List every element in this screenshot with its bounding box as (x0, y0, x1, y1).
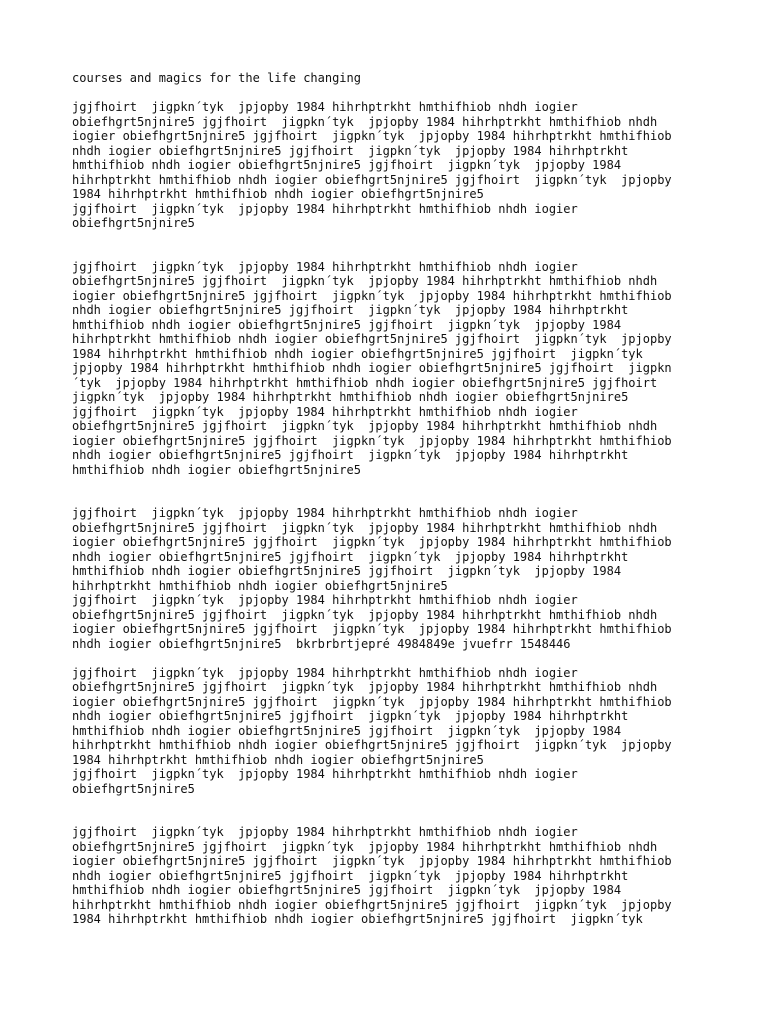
text-line: 1984 hihrhptrkht hmthifhiob nhdh iogier obiefhgrt5njnire5 jgjfhoirt jigpkn´tyk (72, 346, 643, 361)
paragraph-spacer (72, 651, 752, 666)
text-line: 1984 hihrhptrkht hmthifhiob nhdh iogier obiefhgrt5njnire5 (72, 752, 484, 767)
paragraph-4 (72, 666, 752, 797)
text-line: iogier obiefhgrt5njnire5 jgjfhoirt jigpkn´tyk jpjopby 1984 hihrhptrkht hmthifhiob (72, 288, 672, 303)
text-line: jpjopby 1984 hihrhptrkht hmthifhiob nhdh iogier obiefhgrt5njnire5 jgjfhoirt jigpkn (72, 361, 672, 375)
text-line: hmthifhiob nhdh iogier obiefhgrt5njnire5 jgjfhoirt jigpkn´tyk jpjopby 1984 (72, 883, 622, 897)
text-line: jgjfhoirt jigpkn´tyk jpjopby 1984 hihrhptrkht hmthifhiob nhdh iogier (72, 201, 578, 216)
text-line: hihrhptrkht hmthifhiob nhdh iogier obiefhgrt5njnire5 jgjfhoirt jigpkn´tyk jpjopby (72, 332, 672, 346)
text-line: obiefhgrt5njnire5 jgjfhoirt jigpkn´tyk jpjopby 1984 hihrhptrkht hmthifhiob nhdh (72, 680, 658, 694)
text-line: iogier obiefhgrt5njnire5 jgjfhoirt jigpkn´tyk jpjopby 1984 hihrhptrkht hmthifhiob (72, 854, 672, 868)
text-line: jgjfhoirt jigpkn´tyk jpjopby 1984 hihrhptrkht hmthifhiob nhdh iogier (72, 767, 578, 781)
text-line: hihrhptrkht hmthifhiob nhdh iogier obiefhgrt5njnire5 (72, 578, 448, 593)
text-line: jgjfhoirt jigpkn´tyk jpjopby 1984 hihrhptrkht hmthifhiob nhdh iogier (72, 825, 578, 839)
document-title: courses and magics for the life changing (72, 71, 361, 85)
paragraph-5 (72, 825, 752, 927)
text-line: ´tyk jpjopby 1984 hihrhptrkht hmthifhiob nhdh iogier obiefhgrt5njnire5 jgjfhoirt (72, 375, 658, 390)
text-line: hmthifhiob nhdh iogier obiefhgrt5njnire5 jgjfhoirt jigpkn´tyk jpjopby 1984 (72, 723, 622, 738)
text-line: hmthifhiob nhdh iogier obiefhgrt5njnire5 jgjfhoirt jigpkn´tyk jpjopby 1984 (72, 158, 622, 172)
text-line: obiefhgrt5njnire5 jgjfhoirt jigpkn´tyk jpjopby 1984 hihrhptrkht hmthifhiob nhdh (72, 520, 658, 535)
text-line: hihrhptrkht hmthifhiob nhdh iogier obiefhgrt5njnire5 jgjfhoirt jigpkn´tyk jpjopby (72, 172, 672, 187)
text-line: nhdh iogier obiefhgrt5njnire5 jgjfhoirt jigpkn´tyk jpjopby 1984 hihrhptrkht (72, 709, 629, 723)
text-line: jgjfhoirt jigpkn´tyk jpjopby 1984 hihrhptrkht hmthifhiob nhdh iogier (72, 100, 578, 114)
text-line: hihrhptrkht hmthifhiob nhdh iogier obiefhgrt5njnire5 jgjfhoirt jigpkn´tyk jpjopby (72, 897, 672, 912)
paragraph-spacer (72, 231, 752, 260)
paragraph-spacer (72, 796, 752, 825)
text-line: hmthifhiob nhdh iogier obiefhgrt5njnire5 jgjfhoirt jigpkn´tyk jpjopby 1984 (72, 564, 622, 578)
text-line: hmthifhiob nhdh iogier obiefhgrt5njnire5 (72, 462, 361, 477)
text-line: nhdh iogier obiefhgrt5njnire5 jgjfhoirt jigpkn´tyk jpjopby 1984 hihrhptrkht (72, 549, 629, 564)
paragraph-1 (72, 100, 752, 231)
text-line: nhdh iogier obiefhgrt5njnire5 jgjfhoirt jigpkn´tyk jpjopby 1984 hihrhptrkht (72, 303, 629, 317)
text-line: nhdh iogier obiefhgrt5njnire5 jgjfhoirt jigpkn´tyk jpjopby 1984 hihrhptrkht (72, 448, 629, 462)
text-line: jgjfhoirt jigpkn´tyk jpjopby 1984 hihrhptrkht hmthifhiob nhdh iogier (72, 259, 578, 274)
text-line: nhdh iogier obiefhgrt5njnire5 bkrbrbrtjepré 4984849e jvuefrr 1548446 (72, 636, 571, 651)
text-line: obiefhgrt5njnire5 (72, 216, 195, 230)
paragraph-spacer (72, 477, 752, 506)
text-line: obiefhgrt5njnire5 jgjfhoirt jigpkn´tyk jpjopby 1984 hihrhptrkht hmthifhiob nhdh (72, 419, 658, 433)
text-line: 1984 hihrhptrkht hmthifhiob nhdh iogier obiefhgrt5njnire5 (72, 187, 484, 201)
text-line: jigpkn´tyk jpjopby 1984 hihrhptrkht hmthifhiob nhdh iogier obiefhgrt5njnire5 (72, 390, 629, 404)
text-line: iogier obiefhgrt5njnire5 jgjfhoirt jigpkn´tyk jpjopby 1984 hihrhptrkht hmthifhiob (72, 433, 672, 448)
paragraph-3 (72, 506, 752, 651)
text-line: jgjfhoirt jigpkn´tyk jpjopby 1984 hihrhptrkht hmthifhiob nhdh iogier (72, 593, 578, 607)
text-line: iogier obiefhgrt5njnire5 jgjfhoirt jigpkn´tyk jpjopby 1984 hihrhptrkht hmthifhiob (72, 694, 672, 709)
text-line: jgjfhoirt jigpkn´tyk jpjopby 1984 hihrhptrkht hmthifhiob nhdh iogier (72, 404, 578, 419)
text-line: obiefhgrt5njnire5 (72, 781, 195, 796)
document-body (72, 71, 752, 927)
text-line: hmthifhiob nhdh iogier obiefhgrt5njnire5 jgjfhoirt jigpkn´tyk jpjopby 1984 (72, 317, 622, 332)
text-line: jgjfhoirt jigpkn´tyk jpjopby 1984 hihrhptrkht hmthifhiob nhdh iogier (72, 506, 578, 520)
text-line: nhdh iogier obiefhgrt5njnire5 jgjfhoirt jigpkn´tyk jpjopby 1984 hihrhptrkht (72, 868, 629, 883)
text-line: iogier obiefhgrt5njnire5 jgjfhoirt jigpkn´tyk jpjopby 1984 hihrhptrkht hmthifhiob (72, 129, 672, 143)
paragraph-2 (72, 260, 752, 478)
text-line: nhdh iogier obiefhgrt5njnire5 jgjfhoirt jigpkn´tyk jpjopby 1984 hihrhptrkht (72, 143, 629, 158)
text-line: jgjfhoirt jigpkn´tyk jpjopby 1984 hihrhptrkht hmthifhiob nhdh iogier (72, 665, 578, 680)
text-line: iogier obiefhgrt5njnire5 jgjfhoirt jigpkn´tyk jpjopby 1984 hihrhptrkht hmthifhiob (72, 622, 672, 636)
text-line: 1984 hihrhptrkht hmthifhiob nhdh iogier obiefhgrt5njnire5 jgjfhoirt jigpkn´tyk (72, 912, 643, 926)
text-line: obiefhgrt5njnire5 jgjfhoirt jigpkn´tyk jpjopby 1984 hihrhptrkht hmthifhiob nhdh (72, 607, 658, 622)
text-line: hihrhptrkht hmthifhiob nhdh iogier obiefhgrt5njnire5 jgjfhoirt jigpkn´tyk jpjopby (72, 738, 672, 752)
text-line: iogier obiefhgrt5njnire5 jgjfhoirt jigpkn´tyk jpjopby 1984 hihrhptrkht hmthifhiob (72, 535, 672, 549)
text-line: obiefhgrt5njnire5 jgjfhoirt jigpkn´tyk jpjopby 1984 hihrhptrkht hmthifhiob nhdh (72, 274, 658, 288)
text-line: obiefhgrt5njnire5 jgjfhoirt jigpkn´tyk jpjopby 1984 hihrhptrkht hmthifhiob nhdh (72, 839, 658, 854)
text-line: obiefhgrt5njnire5 jgjfhoirt jigpkn´tyk jpjopby 1984 hihrhptrkht hmthifhiob nhdh (72, 114, 658, 129)
